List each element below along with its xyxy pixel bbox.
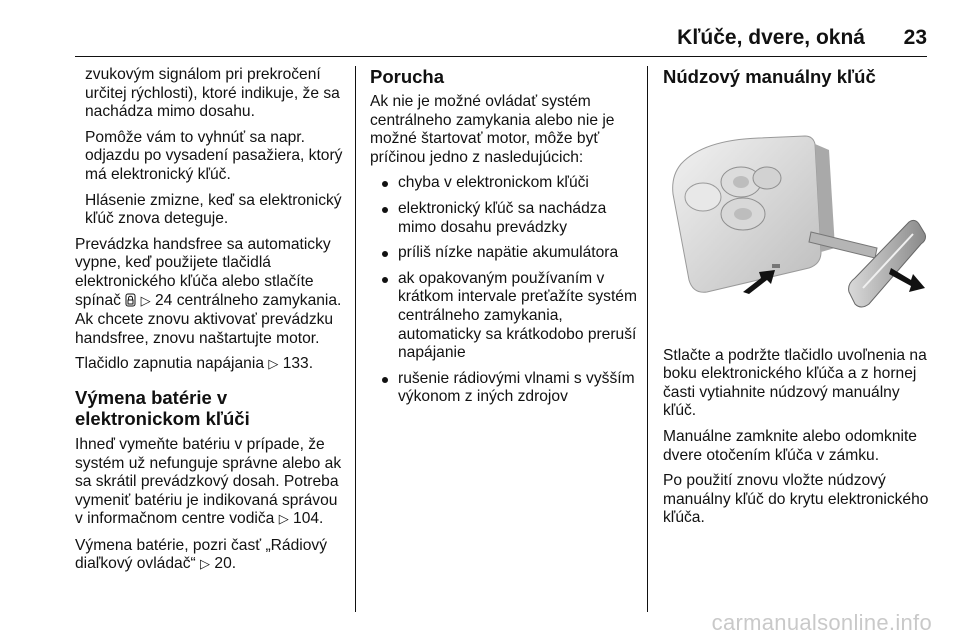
list-item: chyba v elektronickom kľúči [370, 174, 638, 193]
paragraph-manual-lock: Manuálne zamknite alebo odomknite dvere otočením kľúča v zámku. [663, 427, 917, 464]
emergency-key-illustration [663, 102, 931, 327]
column-middle [370, 66, 638, 414]
paragraph-battery-see-also: Výmena batérie, pozri časť „Rádiový diaľkový ovládač“ ▷ 20. [75, 536, 327, 573]
paragraph-power-button: Tlačidlo zapnutia napájania ▷ 133. [75, 355, 314, 373]
paragraph-avoid-departure: Pomôže vám to vyhnúť sa napr. odjazdu po vysadení pasažiera, ktorý má elektronický kľúč. [85, 128, 343, 183]
column-right [663, 66, 931, 535]
page-reference[interactable]: 24 [154, 291, 173, 309]
list-item: elektronický kľúč sa nachádza mimo dosahu prevádzky [370, 200, 638, 237]
page-title: Kľúče, dvere, okná [677, 26, 865, 49]
page-number: 23 [903, 26, 927, 49]
fault-causes-list [370, 174, 638, 407]
page-reference[interactable]: 133. [282, 355, 314, 373]
list-item: rušenie rádiovými vlnami s vyšším výkonom z iných zdrojov [370, 370, 638, 407]
reference-arrow-icon: ▷ [140, 293, 151, 309]
paragraph-press-release: Stlačte a podržte tlačidlo uvoľnenia na boku elektronického kľúča a z hornej časti vytiahnite núdzový manuálny kľúč. [663, 346, 927, 420]
section-heading-battery: Výmena batérie v elektronickom kľúči [75, 386, 250, 429]
paragraph-battery-replace: Ihneď vymeňte batériu v prípade, že systém už nefunguje správne alebo ak sa skrátil prevádzkový dosah. Potreba vymeniť batériu je indikovaná správou v informačnom centre vodiča ▷ 104. [75, 435, 342, 528]
paragraph-fault-intro: Ak nie je možné ovládať systém centrálneho zamykania alebo nie je možné štartovať motor, môže byť príčinou jedno z nasledujúcich: [370, 93, 615, 166]
list-item: príliš nízke napätie akumulátora [370, 244, 638, 263]
page-header [75, 26, 927, 54]
column-divider-2 [647, 66, 648, 612]
watermark: carmanualsonline.info [711, 610, 932, 635]
paragraph-handsfree-off: Prevádzka handsfree sa automaticky vypne, keď použijete tlačidlá elektronického kľúča alebo stlačíte spínač ▷ 24 centrálneho zamykania. Ak chcete znovu aktivovať prevádzku handsfree, znovu naštartujte motor. [75, 235, 342, 347]
section-heading-fault: Porucha [370, 66, 445, 87]
list-item: ak opakovaným používaním v krátkom intervale preťažíte systém centrálneho zamykania, automaticky sa krátkodobo preruší napájanie [370, 270, 638, 363]
reference-arrow-icon: ▷ [200, 557, 211, 573]
column-divider-1 [355, 66, 356, 612]
reference-arrow-icon: ▷ [268, 357, 279, 373]
paragraph-reinsert-key: Po použití znovu vložte núdzový manuálny kľúč do krytu elektronického kľúča. [663, 472, 929, 527]
paragraph-range-warning: zvukovým signálom pri prekročení určitej rýchlosti), ktoré indikuje, že sa nachádza mimo dosahu. [85, 66, 340, 121]
section-heading-emergency-key: Núdzový manuálny kľúč [663, 66, 876, 87]
page-reference[interactable]: 104. [293, 510, 324, 528]
paragraph-message-disappears: Hlásenie zmizne, keď sa elektronický kľúč znova deteguje. [85, 191, 342, 228]
reference-arrow-icon: ▷ [278, 512, 289, 528]
header-rule [75, 56, 927, 57]
lock-switch-icon [125, 293, 136, 307]
page-reference[interactable]: 20. [214, 555, 237, 573]
column-left [75, 66, 345, 582]
